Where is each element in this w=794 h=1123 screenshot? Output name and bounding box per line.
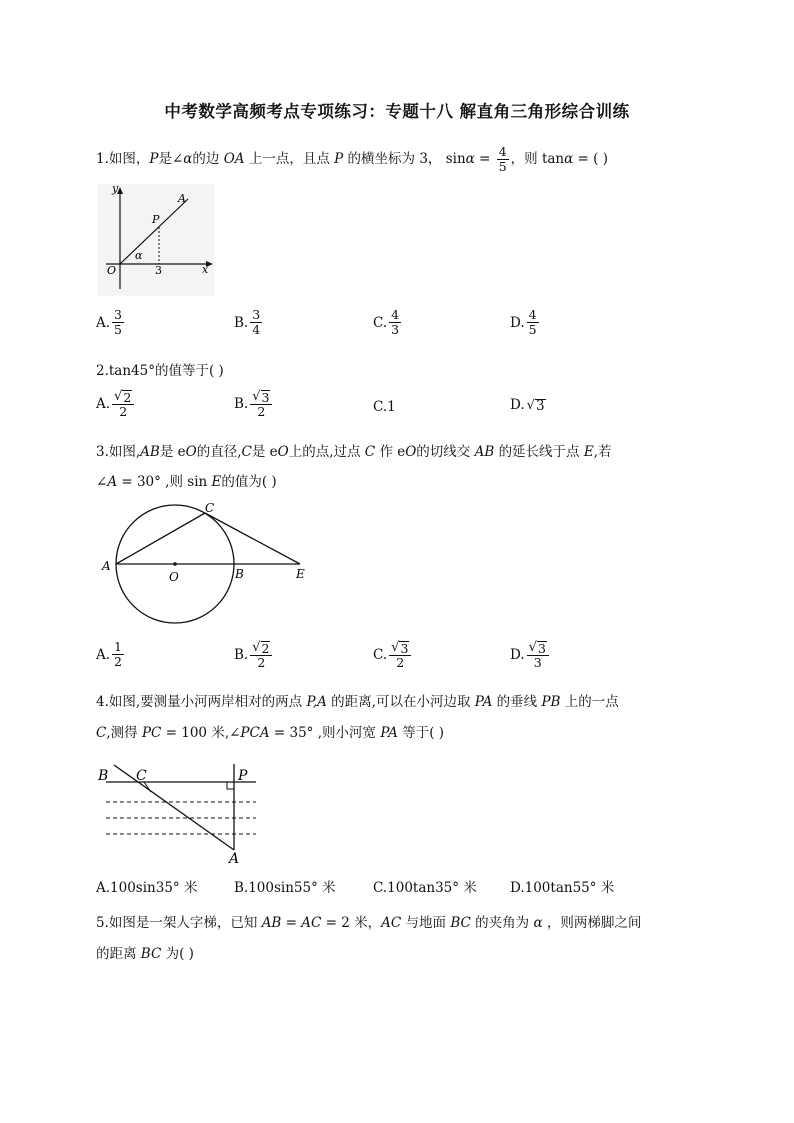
q3-stem-line2: ∠A = 30° ,则 sin E的值为( ) [96, 474, 277, 490]
q2-option-c[interactable]: C. 1 [373, 399, 396, 415]
q1-fig-a-label: A [178, 192, 186, 205]
q1-fig-y-label: y [112, 184, 119, 195]
q3-fig-o-label: O [169, 570, 179, 584]
q4-fig-p-label: P [238, 768, 248, 784]
q1-fig-x-label: x [202, 263, 209, 276]
q3-option-b[interactable]: B. √ 2 2 [234, 640, 274, 670]
q1-stem: 1.如图，P是∠α的边 OA 上一点，且点 P 的横坐标为 3， sinα = $\frac{4}{5}$ ，则 tanα = ( ) [96, 144, 608, 174]
q4-stem-line2: C,测得 PC = 100 米,∠PCA = 35° ,则小河宽 PA 等于( ) [96, 725, 445, 741]
q2-option-a[interactable]: A. √ 2 2 [96, 389, 136, 419]
q4-option-b[interactable]: B.100sin55° 米 [234, 880, 336, 896]
q3-option-d[interactable]: D. √ 3 3 [510, 640, 551, 670]
q2-option-d[interactable]: D. √ 3 [510, 397, 545, 414]
q4-option-a[interactable]: A.100sin35° 米 [96, 880, 198, 896]
q3-stem-line1: 3.如图,AB是 eO的直径,C是 eO上的点,过点 C 作 eO的切线交 AB 的延长线于点 E,若 [96, 444, 612, 460]
q3-figure [98, 500, 316, 628]
q1-figure [98, 184, 216, 296]
q1-fig-o-label: O [107, 264, 117, 277]
q5-stem-line2: 的距离 BC 为( ) [96, 946, 194, 962]
q4-fig-a-label: A [229, 851, 240, 866]
q1-sin-fraction: $\frac{4}{5}$ [498, 144, 507, 174]
q1-option-a[interactable]: A. $\frac{3}{5}$ [96, 307, 122, 337]
q1-option-c[interactable]: C. $\frac{4}{3}$ [373, 307, 400, 337]
q3-fig-c-label: C [205, 501, 215, 515]
q4-fig-c-label: C [136, 768, 147, 784]
q1-fig-three-label: 3 [155, 264, 162, 277]
q4-fig-b-label: B [98, 768, 109, 784]
q4-option-d[interactable]: D.100tan55° 米 [510, 880, 615, 896]
q2-option-b[interactable]: B. √ 3 2 [234, 389, 274, 419]
q1-fig-p-label: P [152, 213, 160, 226]
q3-fig-b-label: B [235, 567, 244, 581]
q1-fig-alpha-label: α [135, 249, 143, 262]
q1-option-b[interactable]: B. $\frac{3}{4}$ [234, 307, 261, 337]
q3-option-c[interactable]: C. √ 3 2 [373, 640, 413, 670]
q1-option-d[interactable]: D. $\frac{4}{5}$ [510, 307, 537, 337]
q3-option-a[interactable]: A. $\frac{1}{2}$ [96, 639, 122, 669]
q3-fig-e-label: E [296, 567, 305, 581]
q5-stem-line1: 5.如图是一架人字梯，已知 AB = AC = 2 米，AC 与地面 BC 的夹角为 α ，则两梯脚之间 [96, 915, 642, 931]
q3-fig-a-label: A [102, 559, 111, 573]
q4-figure [96, 760, 260, 866]
q4-option-c[interactable]: C.100tan35° 米 [373, 880, 477, 896]
q2-stem: 2.tan45°的值等于( ) [96, 363, 224, 379]
page-title: 中考数学高频考点专项练习：专题十八 解直角三角形综合训练 [164, 102, 630, 121]
q4-stem-line1: 4.如图,要测量小河两岸相对的两点 P,A 的距离,可以在小河边取 PA 的垂线 PB 上的一点 [96, 694, 619, 710]
